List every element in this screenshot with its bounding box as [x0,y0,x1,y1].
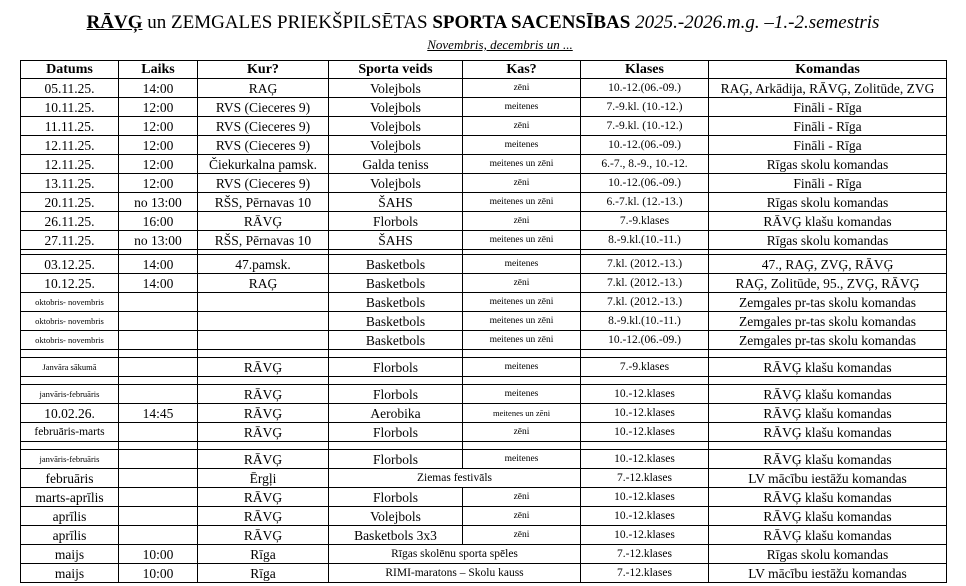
cell-date: 26.11.25. [21,212,119,231]
header-teams: Komandas [709,61,947,79]
page-title [0,12,966,34]
cell-where: RŠS, Pērnavas 10 [198,231,329,250]
table-row [21,174,947,193]
cell-where [198,312,329,331]
cell-where: RĀVĢ [198,507,329,526]
cell-time [119,507,198,526]
table-row [21,423,947,442]
cell-classes: 10.-12.(06.-09.) [581,79,709,98]
cell-who: zēni [463,526,581,545]
header-sport: Sporta veids [329,61,463,79]
cell-where: RAĢ [198,274,329,293]
cell-classes: 10.-12.klases [581,385,709,404]
cell-teams: RAĢ, Arkādija, RĀVĢ, Zolitūde, ZVG [709,79,947,98]
cell-where: RVS (Cieceres 9) [198,98,329,117]
cell-time [119,312,198,331]
cell-teams: RAĢ, Zolitūde, 95., ZVĢ, RĀVĢ [709,274,947,293]
cell-classes: 7.-9.klases [581,358,709,377]
cell-date: 11.11.25. [21,117,119,136]
cell-time: no 13:00 [119,231,198,250]
cell-sport: Ziemas festivāls [329,469,581,488]
cell-time: 14:00 [119,255,198,274]
cell-date: janvāris-februāris [21,450,119,469]
cell-date: maijs [21,564,119,583]
cell-date: janvāris-februāris [21,385,119,404]
cell-teams: Zemgales pr-tas skolu komandas [709,293,947,312]
cell-sport: Rīgas skolēnu sporta spēles [329,545,581,564]
cell-where: Čiekurkalna pamsk. [198,155,329,174]
cell-time: 12:00 [119,98,198,117]
cell-sport: Florbols [329,358,463,377]
cell-where: Rīga [198,545,329,564]
table-header-row [21,61,947,79]
header-date: Datums [21,61,119,79]
table-row [21,385,947,404]
cell-where: 47.pamsk. [198,255,329,274]
cell-time [119,469,198,488]
cell-who: meitenes [463,136,581,155]
cell-where: RVS (Cieceres 9) [198,174,329,193]
cell-classes: 7.-9.kl. (10.-12.) [581,117,709,136]
cell-teams: Rīgas skolu komandas [709,193,947,212]
cell-teams: Fināli - Rīga [709,174,947,193]
cell-classes: 7.-12.klases [581,545,709,564]
table-row [21,117,947,136]
cell-sport: Florbols [329,385,463,404]
cell-sport: Volejbols [329,117,463,136]
cell-where: RĀVĢ [198,526,329,545]
header-where: Kur? [198,61,329,79]
cell-where: Rīga [198,564,329,583]
cell-sport: Volejbols [329,174,463,193]
page-subtitle: Novembris, decembris un ... [427,37,573,52]
cell-sport: Florbols [329,423,463,442]
cell-teams: LV mācību iestāžu komandas [709,564,947,583]
cell-date: oktobris- novembris [21,293,119,312]
cell-where: RŠS, Pērnavas 10 [198,193,329,212]
cell-sport: Florbols [329,450,463,469]
table-row [21,507,947,526]
header-who: Kas? [463,61,581,79]
table-row [21,98,947,117]
cell-time: 10:00 [119,545,198,564]
table-row [21,193,947,212]
cell-sport: Basketbols [329,255,463,274]
cell-where: RĀVĢ [198,212,329,231]
cell-classes: 10.-12.klases [581,423,709,442]
cell-sport: Florbols [329,212,463,231]
spacer-row [21,442,947,450]
cell-teams: Rīgas skolu komandas [709,231,947,250]
cell-where: RVS (Cieceres 9) [198,136,329,155]
cell-who: meitenes [463,98,581,117]
cell-who: zēni [463,274,581,293]
cell-who: meitenes un zēni [463,193,581,212]
cell-time: 10:00 [119,564,198,583]
cell-who: meitenes un zēni [463,155,581,174]
cell-classes: 10.-12.klases [581,526,709,545]
cell-who: meitenes un zēni [463,404,581,423]
cell-where: RĀVĢ [198,404,329,423]
cell-time: 14:00 [119,79,198,98]
cell-sport: Basketbols [329,312,463,331]
cell-where [198,331,329,350]
cell-teams: RĀVĢ klašu komandas [709,358,947,377]
cell-who: meitenes [463,255,581,274]
schedule-table [20,60,947,583]
cell-sport: Volejbols [329,136,463,155]
cell-sport: Basketbols [329,293,463,312]
table-row [21,312,947,331]
cell-classes: 10.-12.(06.-09.) [581,174,709,193]
cell-who: zēni [463,79,581,98]
cell-date: 13.11.25. [21,174,119,193]
cell-sport: RIMI-maratons – Skolu kauss [329,564,581,583]
cell-sport: Basketbols [329,331,463,350]
table-row [21,564,947,583]
cell-classes: 10.-12.(06.-09.) [581,331,709,350]
cell-sport: Galda teniss [329,155,463,174]
cell-who: meitenes un zēni [463,231,581,250]
table-row [21,231,947,250]
cell-who: zēni [463,488,581,507]
cell-classes: 7.-12.klases [581,469,709,488]
cell-where: RĀVĢ [198,488,329,507]
title-event: SPORTA SACENSĪBAS [432,12,631,33]
cell-teams: Fināli - Rīga [709,136,947,155]
cell-time: 12:00 [119,174,198,193]
cell-where: RAĢ [198,79,329,98]
table-row [21,545,947,564]
cell-who: meitenes [463,358,581,377]
cell-where: RĀVĢ [198,358,329,377]
cell-time: 12:00 [119,155,198,174]
cell-classes: 7.kl. (2012.-13.) [581,255,709,274]
cell-sport: Volejbols [329,79,463,98]
cell-teams: RĀVĢ klašu komandas [709,404,947,423]
cell-where: Ērgļi [198,469,329,488]
cell-date: 03.12.25. [21,255,119,274]
table-row [21,255,947,274]
cell-classes: 10.-12.klases [581,507,709,526]
cell-teams: RĀVĢ klašu komandas [709,423,947,442]
cell-teams: LV mācību iestāžu komandas [709,469,947,488]
cell-teams: RĀVĢ klašu komandas [709,450,947,469]
cell-date: 12.11.25. [21,155,119,174]
title-period: 2025.-2026.m.g. –1.-2.semestris [630,12,880,33]
cell-classes: 10.-12.klases [581,450,709,469]
cell-sport: Basketbols [329,274,463,293]
table-row [21,331,947,350]
cell-time [119,526,198,545]
cell-sport: Aerobika [329,404,463,423]
table-row [21,79,947,98]
spacer-row [21,350,947,358]
cell-teams: RĀVĢ klašu komandas [709,526,947,545]
cell-classes: 7.-9.klases [581,212,709,231]
cell-classes: 7.kl. (2012.-13.) [581,293,709,312]
cell-teams: Fināli - Rīga [709,117,947,136]
cell-where: RĀVĢ [198,423,329,442]
cell-classes: 6.-7., 8.-9., 10.-12. [581,155,709,174]
cell-time: 14:00 [119,274,198,293]
cell-date: 10.11.25. [21,98,119,117]
cell-time [119,488,198,507]
cell-classes: 7.kl. (2012.-13.) [581,274,709,293]
cell-date: 12.11.25. [21,136,119,155]
cell-sport: Florbols [329,488,463,507]
cell-classes: 7.-9.kl. (10.-12.) [581,98,709,117]
cell-time: 14:45 [119,404,198,423]
cell-sport: ŠAHS [329,193,463,212]
table-row [21,136,947,155]
cell-who: meitenes un zēni [463,293,581,312]
cell-date: 20.11.25. [21,193,119,212]
cell-classes: 8.-9.kl.(10.-11.) [581,312,709,331]
table-row [21,212,947,231]
cell-time: 12:00 [119,117,198,136]
cell-classes: 10.-12.(06.-09.) [581,136,709,155]
cell-classes: 8.-9.kl.(10.-11.) [581,231,709,250]
cell-teams: RĀVĢ klašu komandas [709,488,947,507]
cell-teams: Rīgas skolu komandas [709,155,947,174]
table-row [21,526,947,545]
table-row [21,469,947,488]
cell-who: meitenes un zēni [463,312,581,331]
cell-time: 16:00 [119,212,198,231]
cell-classes: 10.-12.klases [581,404,709,423]
table-row [21,293,947,312]
cell-time: 12:00 [119,136,198,155]
cell-teams: Rīgas skolu komandas [709,545,947,564]
cell-who: zēni [463,117,581,136]
cell-date: marts-aprīlis [21,488,119,507]
cell-sport: Basketbols 3x3 [329,526,463,545]
cell-sport: ŠAHS [329,231,463,250]
cell-time: no 13:00 [119,193,198,212]
title-school: RĀVĢ [86,12,143,33]
cell-teams: 47., RAĢ, ZVĢ, RĀVĢ [709,255,947,274]
cell-teams: RĀVĢ klašu komandas [709,507,947,526]
cell-sport: Volejbols [329,98,463,117]
spacer-row [21,377,947,385]
cell-classes: 7.-12.klases [581,564,709,583]
cell-date: 27.11.25. [21,231,119,250]
table-row [21,450,947,469]
cell-teams: Fināli - Rīga [709,98,947,117]
cell-who: meitenes [463,450,581,469]
cell-date: aprīlis [21,526,119,545]
cell-time [119,331,198,350]
cell-teams: RĀVĢ klašu komandas [709,385,947,404]
cell-date: februāris-marts [21,423,119,442]
header-classes: Klases [581,61,709,79]
cell-date: oktobris- novembris [21,312,119,331]
cell-where [198,293,329,312]
cell-where: RĀVĢ [198,450,329,469]
header-time: Laiks [119,61,198,79]
cell-date: Janvāra sākumā [21,358,119,377]
cell-classes: 10.-12.klases [581,488,709,507]
cell-who: meitenes [463,385,581,404]
cell-teams: Zemgales pr-tas skolu komandas [709,331,947,350]
cell-date: 05.11.25. [21,79,119,98]
table-row [21,488,947,507]
cell-time [119,358,198,377]
cell-where: RVS (Cieceres 9) [198,117,329,136]
cell-date: februāris [21,469,119,488]
cell-date: maijs [21,545,119,564]
cell-time [119,450,198,469]
title-district: un ZEMGALES PRIEKŠPILSĒTAS [142,12,433,33]
table-row [21,404,947,423]
cell-teams: Zemgales pr-tas skolu komandas [709,312,947,331]
cell-date: aprīlis [21,507,119,526]
cell-date: oktobris- novembris [21,331,119,350]
cell-who: zēni [463,174,581,193]
cell-time [119,293,198,312]
cell-sport: Volejbols [329,507,463,526]
cell-who: meitenes un zēni [463,331,581,350]
cell-time [119,423,198,442]
table-row [21,358,947,377]
cell-who: zēni [463,212,581,231]
cell-date: 10.02.26. [21,404,119,423]
cell-classes: 6.-7.kl. (12.-13.) [581,193,709,212]
cell-who: zēni [463,423,581,442]
table-row [21,274,947,293]
cell-date: 10.12.25. [21,274,119,293]
cell-who: zēni [463,507,581,526]
cell-where: RĀVĢ [198,385,329,404]
table-row [21,155,947,174]
cell-time [119,385,198,404]
cell-teams: RĀVĢ klašu komandas [709,212,947,231]
